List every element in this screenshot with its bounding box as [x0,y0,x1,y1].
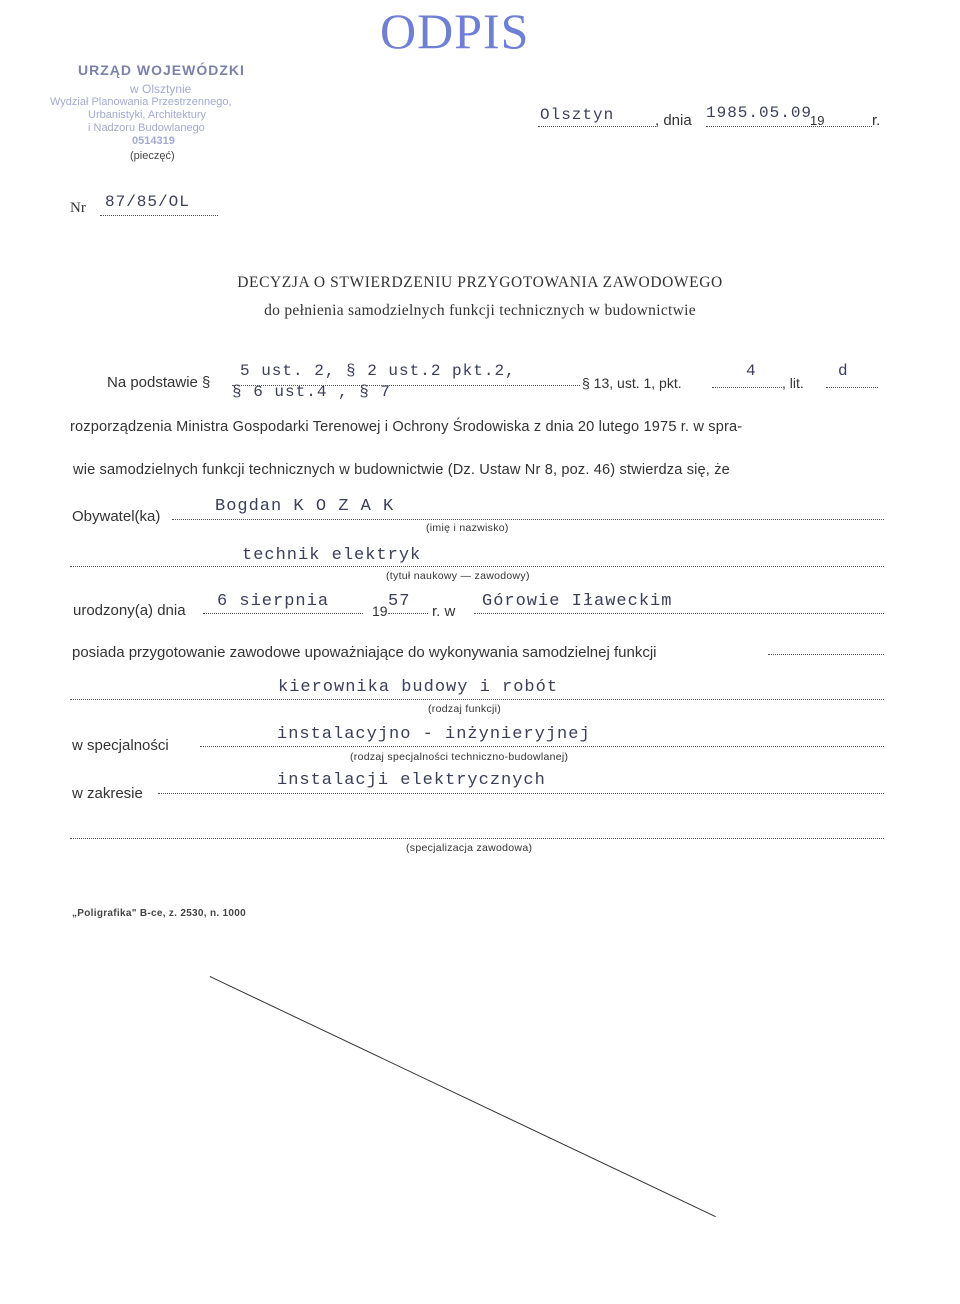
born-r-label: r. w [432,603,456,620]
nr-label: Nr [70,200,86,216]
date-value: 1985.05.09 [706,104,813,122]
legal-basis-line2: wie samodzielnych funkcji technicznych w budownictwie (Dz. Ustaw Nr 8, poz. 46) stwierdza się, że [73,462,730,478]
title-dotted-line [70,566,884,567]
specialty-caption: (rodzaj specjalności techniczno-budowlanej) [350,751,569,763]
born-place: Górowie Iławeckim [482,592,673,611]
function-caption: (rodzaj funkcji) [428,703,502,715]
scope-value: instalacji elektrycznych [277,771,546,790]
basis-label: Na podstawie § [107,374,211,391]
basis-typed-line1: 5 ust. 2, § 2 ust.2 pkt.2, [240,362,516,380]
stamp-line-code: 0514319 [132,135,175,147]
born-label: urodzony(a) dnia [73,602,186,619]
basis-lit-value: d [838,362,849,380]
function-value: kierownika budowy i robót [278,678,559,697]
stamp-caption: (pieczęć) [130,150,175,162]
name-caption: (imię i nazwisko) [426,522,509,534]
diagonal-cancel-line [210,976,716,1217]
stamp-line-city: w Olsztynie [130,82,192,96]
basis-paragraph: § 13, ust. 1, pkt. [582,375,682,391]
date-dotted-line [706,126,872,127]
date-label: , dnia [655,112,692,129]
specialty-dotted-line [200,746,884,747]
office-stamp [50,62,280,172]
scope-dotted-line [158,793,884,794]
scope-dotted-line-2 [70,838,884,839]
place-value: Olsztyn [540,106,615,124]
citizen-name: Bogdan K O Z A K [215,497,395,516]
legal-basis-line1: rozporządzenia Ministra Gospodarki Terenowej i Ochrony Środowiska z dnia 20 lutego 1975 r. w spra- [70,419,743,435]
born-year-prefix: 19 [372,603,388,619]
pkt-dotted-line [712,387,782,388]
year-prefix: 19 [810,113,825,128]
lit-dotted-line [826,387,878,388]
stamp-line-dept2: Urbanistyki, Architektury [88,109,206,121]
born-date: 6 sierpnia [217,592,330,611]
stamp-line-dept: Wydział Planowania Przestrzennego, [50,96,232,108]
year-suffix: r. [872,112,881,129]
basis-typed-line2: § 6 ust.4 , § 7 [232,383,392,401]
scope-caption: (specjalizacja zawodowa) [406,842,533,854]
decision-title: DECYZJA O STWIERDZENIU PRZYGOTOWANIA ZAWODOWEGO [237,274,723,291]
born-year-dotted-line [388,613,428,614]
odpis-heading: ODPIS [380,3,530,59]
qualification-statement: posiada przygotowanie zawodowe upoważniające do wykonywania samodzielnej funkcji [72,644,657,661]
printer-note: „Poligrafika" B-ce, z. 2530, n. 1000 [72,908,246,919]
scope-label: w zakresie [72,785,143,802]
title-caption: (tytuł naukowy — zawodowy) [386,570,530,582]
citizen-dotted-line [172,519,884,520]
place-dotted-line [538,126,656,127]
citizen-label: Obywatel(ka) [72,508,161,525]
profession-title: technik elektryk [242,546,422,565]
function-dotted-line [70,699,884,700]
qualification-dotted-line [768,654,884,655]
born-date-dotted-line [203,613,363,614]
stamp-line-office: URZĄD WOJEWÓDZKI [78,62,245,78]
specialty-value: instalacyjno - inżynieryjnej [277,725,591,744]
born-year: 57 [388,592,411,611]
stamp-line-dept3: i Nadzoru Budowlanego [88,122,205,134]
nr-value: 87/85/OL [105,193,190,211]
basis-lit-label: , lit. [782,375,804,391]
decision-subtitle: do pełnienia samodzielnych funkcji technicznych w budownictwie [264,302,696,319]
born-place-dotted-line [474,613,884,614]
basis-pkt-value: 4 [746,362,757,380]
nr-dotted-line [100,215,218,216]
basis-dotted-line [232,385,580,386]
specialty-label: w specjalności [72,737,169,754]
